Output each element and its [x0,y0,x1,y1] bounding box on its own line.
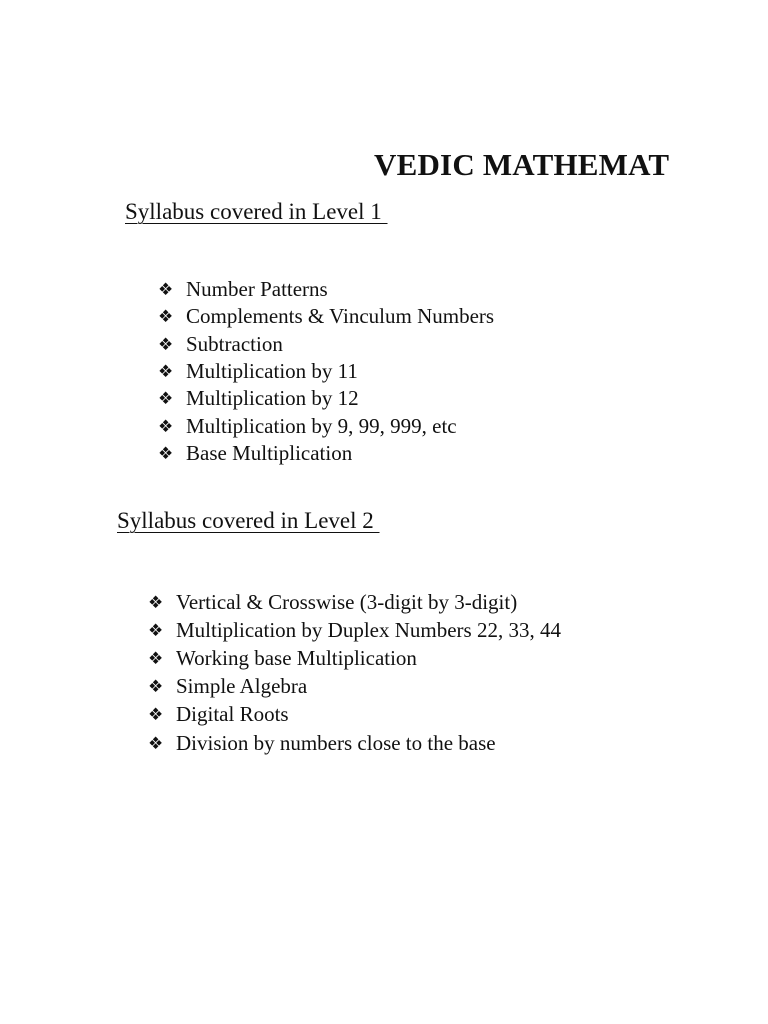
list-item-label: Base Multiplication [186,440,353,465]
diamond-bullet-icon: ❖ [158,280,174,300]
list-item-label: Digital Roots [176,702,289,727]
list-item [158,412,718,439]
list-item-label: Division by numbers close to the base [176,730,496,755]
list-item [148,729,748,757]
diamond-bullet-icon: ❖ [148,620,164,640]
list-item [158,276,718,303]
level-1-heading: Syllabus covered in Level 1 [125,199,388,224]
list-item [158,358,718,385]
level-1-syllabus-list [158,276,718,465]
list-item [158,440,718,467]
list-item-label: Multiplication by 9, 99, 999, etc [186,413,457,438]
list-item [148,701,748,729]
diamond-bullet-icon: ❖ [158,416,174,436]
level-2-heading: Syllabus covered in Level 2 [117,508,380,533]
diamond-bullet-icon: ❖ [158,443,174,463]
diamond-bullet-icon: ❖ [158,307,174,327]
list-item-label: Simple Algebra [176,674,308,699]
diamond-bullet-icon: ❖ [158,362,174,382]
list-item-label: Subtraction [186,331,283,356]
list-item [158,385,718,412]
list-item [148,588,748,616]
list-item [158,303,718,330]
list-item [158,331,718,358]
list-item-label: Number Patterns [186,277,328,302]
diamond-bullet-icon: ❖ [148,677,164,697]
document-title: VEDIC MATHEMAT [374,147,670,182]
list-item-label: Multiplication by 11 [186,359,358,384]
list-item [148,673,748,701]
list-item-label: Multiplication by 12 [186,386,359,411]
diamond-bullet-icon: ❖ [158,389,174,409]
diamond-bullet-icon: ❖ [148,733,164,753]
level-2-syllabus-list [148,588,748,755]
list-item-label: Complements & Vinculum Numbers [186,304,495,329]
diamond-bullet-icon: ❖ [148,705,164,725]
list-item [148,616,748,644]
diamond-bullet-icon: ❖ [148,592,164,612]
diamond-bullet-icon: ❖ [148,648,164,668]
list-item-label: Vertical & Crosswise (3-digit by 3-digit) [176,589,518,614]
list-item-label: Working base Multiplication [176,645,417,670]
list-item [148,644,748,672]
list-item-label: Multiplication by Duplex Numbers 22, 33, 44 [176,617,561,642]
diamond-bullet-icon: ❖ [158,334,174,354]
